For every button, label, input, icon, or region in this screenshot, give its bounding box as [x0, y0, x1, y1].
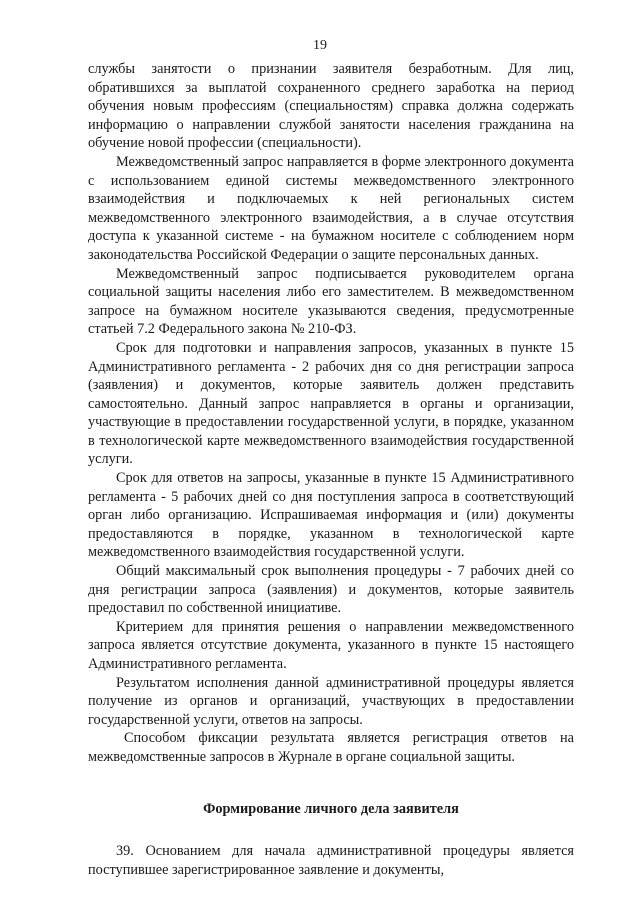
paragraph-max-duration: Общий максимальный срок выполнения процедуры - 7 рабочих дней со дня регистрации запроса (заявления) и документов, которые заявитель предоставил по собственной инициативе.: [88, 563, 574, 617]
paragraph-result-recording: Способом фиксации результата является регистрация ответов на межведомственные запросов в Журнале в органе социальной защиты.: [88, 730, 574, 765]
paragraph-request-preparation-deadline: Срок для подготовки и направления запросов, указанных в пункте 15 Административного регламента - 2 рабочих дня со дня регистрации запроса (заявления) и документов, которые заявитель должен представить самостоятельно. Данный запрос направляется в органы и организации, участвующие в предоставлении государственной услуги, в порядке, указанном в технологической карте межведомственного взаимодействия государственной услуги.: [88, 339, 574, 468]
paragraph-request-form: Межведомственный запрос направляется в форме электронного документа с использованием единой системы межведомственного электронного взаимодействия и подключаемых к ней региональных систем межведомственного электронного взаимодействия, а в случае отсутствия доступа к указанной системе - на бумажном носителе с соблюдением норм законодательства Российской Федерации о защите персональных данных.: [88, 153, 574, 263]
section-title: Формирование личного дела заявителя: [203, 800, 459, 817]
paragraph-decision-criterion: Критерием для принятия решения о направлении межведомственного запроса является отсутствие документа, указанного в пункте 15 настоящего Административного регламента.: [88, 618, 574, 672]
document-body: [88, 60, 574, 879]
paragraph-request-signature: Межведомственный запрос подписывается руководителем органа социальной защиты населения либо его заместителем. В межведомственном запросе на бумажном носителе указываются сведения, предусмотренные статьей 7.2 Федерального закона № 210-ФЗ.: [88, 265, 574, 338]
paragraph-procedure-result: Результатом исполнения данной административной процедуры является получение из органов и организаций, участвующих в предоставлении государственной услуги, ответов на запросы.: [88, 674, 574, 728]
paragraph-unemployment-certificate: службы занятости о признании заявителя безработным. Для лиц, обратившихся за выплатой сохраненного среднего заработка на период обучения новым профессиям (специальностям) справка должна содержать информацию о направлении службой занятости населения гражданина на обучение новой профессии (специальности).: [88, 61, 574, 152]
page-number: 19: [313, 38, 327, 53]
paragraph-procedure-basis: 39. Основанием для начала административной процедуры является поступившее зарегистрированное заявление и документы,: [88, 843, 574, 878]
paragraph-response-deadline: Срок для ответов на запросы, указанные в пункте 15 Административного регламента - 5 рабочих дней со дня поступления запроса в соответствующий орган либо организацию. Испрашиваемая информация и (или) документы предоставляются в порядке, указанном в технологической карте межведомственного взаимодействия государственной услуги.: [88, 470, 574, 561]
